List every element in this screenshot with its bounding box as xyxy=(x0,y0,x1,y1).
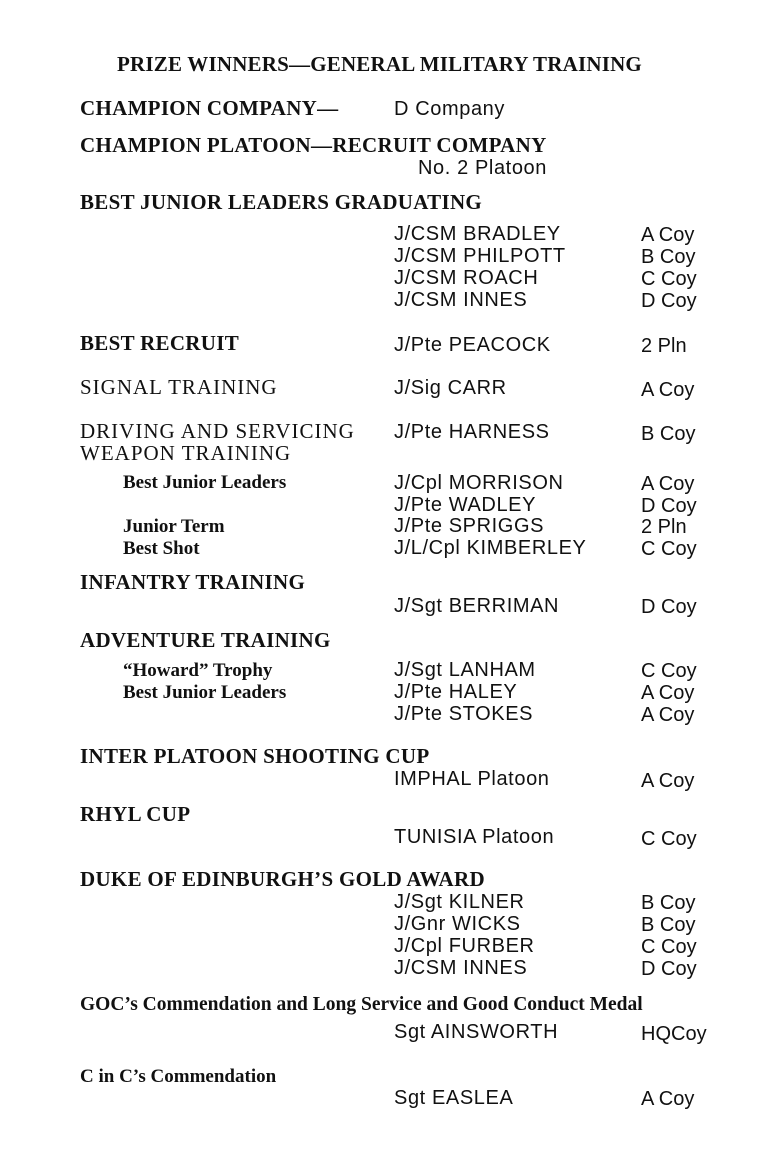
adventure-name: J/Pte HALEY xyxy=(394,681,518,703)
doe-name: J/CSM INNES xyxy=(394,957,528,979)
best-recruit-unit: 2 Pln xyxy=(641,335,687,357)
c-in-c-commendation-heading: C in C’s Commendation xyxy=(80,1066,277,1087)
graduating-unit: C Coy xyxy=(641,268,697,290)
adventure-name: J/Pte STOKES xyxy=(394,703,534,725)
graduating-name: J/CSM PHILPOTT xyxy=(394,245,566,267)
doe-unit: D Coy xyxy=(641,958,697,980)
inter-platoon-heading: INTER PLATOON SHOOTING CUP xyxy=(80,744,430,768)
graduating-name: J/CSM INNES xyxy=(394,289,528,311)
doe-unit: B Coy xyxy=(641,914,696,936)
infantry-training-heading: INFANTRY TRAINING xyxy=(80,570,306,594)
champion-platoon-value: No. 2 Platoon xyxy=(418,157,547,179)
driving-unit: B Coy xyxy=(641,423,696,445)
rhyl-cup-name: TUNISIA Platoon xyxy=(394,826,555,848)
weapon-unit: 2 Pln xyxy=(641,516,687,538)
weapon-unit: C Coy xyxy=(641,538,697,560)
champion-company-value: D Company xyxy=(394,98,505,120)
graduating-unit: A Coy xyxy=(641,224,695,246)
weapon-unit: A Coy xyxy=(641,473,695,495)
c-in-c-commendation-name: Sgt EASLEA xyxy=(394,1087,514,1109)
graduating-unit: B Coy xyxy=(641,246,696,268)
adventure-unit: C Coy xyxy=(641,660,697,682)
signal-training-unit: A Coy xyxy=(641,379,695,401)
weapon-training-heading: WEAPON TRAINING xyxy=(80,441,292,465)
best-junior-leaders-graduating-heading: BEST JUNIOR LEADERS GRADUATING xyxy=(80,190,483,214)
driving-name: J/Pte HARNESS xyxy=(394,421,550,443)
inter-platoon-name: IMPHAL Platoon xyxy=(394,768,550,790)
rhyl-cup-unit: C Coy xyxy=(641,828,697,850)
doe-name: J/Sgt KILNER xyxy=(394,891,525,913)
adventure-sub-howard-trophy: “Howard” Trophy xyxy=(123,660,273,681)
graduating-name: J/CSM ROACH xyxy=(394,267,539,289)
champion-company-label: CHAMPION COMPANY— xyxy=(80,96,339,120)
weapon-sub-best-shot: Best Shot xyxy=(123,538,200,559)
doe-unit: C Coy xyxy=(641,936,697,958)
doe-unit: B Coy xyxy=(641,892,696,914)
weapon-name: J/Cpl MORRISON xyxy=(394,472,564,494)
driving-label: DRIVING AND SERVICING xyxy=(80,419,355,443)
graduating-unit: D Coy xyxy=(641,290,697,312)
doe-name: J/Cpl FURBER xyxy=(394,935,535,957)
goc-commendation-heading: GOC’s Commendation and Long Service and Good Conduct Medal xyxy=(80,994,643,1015)
best-recruit-label: BEST RECRUIT xyxy=(80,331,240,355)
best-recruit-name: J/Pte PEACOCK xyxy=(394,334,551,356)
infantry-training-unit: D Coy xyxy=(641,596,697,618)
graduating-name: J/CSM BRADLEY xyxy=(394,223,561,245)
weapon-name: J/Pte WADLEY xyxy=(394,494,537,516)
signal-training-label: SIGNAL TRAINING xyxy=(80,375,278,399)
doe-name: J/Gnr WICKS xyxy=(394,913,521,935)
c-in-c-commendation-unit: A Coy xyxy=(641,1088,695,1110)
duke-of-edinburgh-heading: DUKE OF EDINBURGH’S GOLD AWARD xyxy=(80,867,485,891)
adventure-sub-best-junior-leaders: Best Junior Leaders xyxy=(123,682,287,703)
signal-training-name: J/Sig CARR xyxy=(394,377,507,399)
weapon-name: J/Pte SPRIGGS xyxy=(394,515,545,537)
weapon-sub-best-junior-leaders: Best Junior Leaders xyxy=(123,472,287,493)
champion-platoon-label: CHAMPION PLATOON—RECRUIT COMPANY xyxy=(80,133,547,157)
weapon-name: J/L/Cpl KIMBERLEY xyxy=(394,537,587,559)
goc-commendation-name: Sgt AINSWORTH xyxy=(394,1021,559,1043)
goc-commendation-unit: HQCoy xyxy=(641,1023,707,1045)
weapon-unit: D Coy xyxy=(641,495,697,517)
infantry-training-name: J/Sgt BERRIMAN xyxy=(394,595,560,617)
weapon-sub-junior-term: Junior Term xyxy=(123,516,225,537)
adventure-unit: A Coy xyxy=(641,704,695,726)
inter-platoon-unit: A Coy xyxy=(641,770,695,792)
adventure-name: J/Sgt LANHAM xyxy=(394,659,536,681)
page-title: PRIZE WINNERS—GENERAL MILITARY TRAINING xyxy=(117,52,642,76)
rhyl-cup-heading: RHYL CUP xyxy=(80,802,191,826)
adventure-training-heading: ADVENTURE TRAINING xyxy=(80,628,331,652)
adventure-unit: A Coy xyxy=(641,682,695,704)
